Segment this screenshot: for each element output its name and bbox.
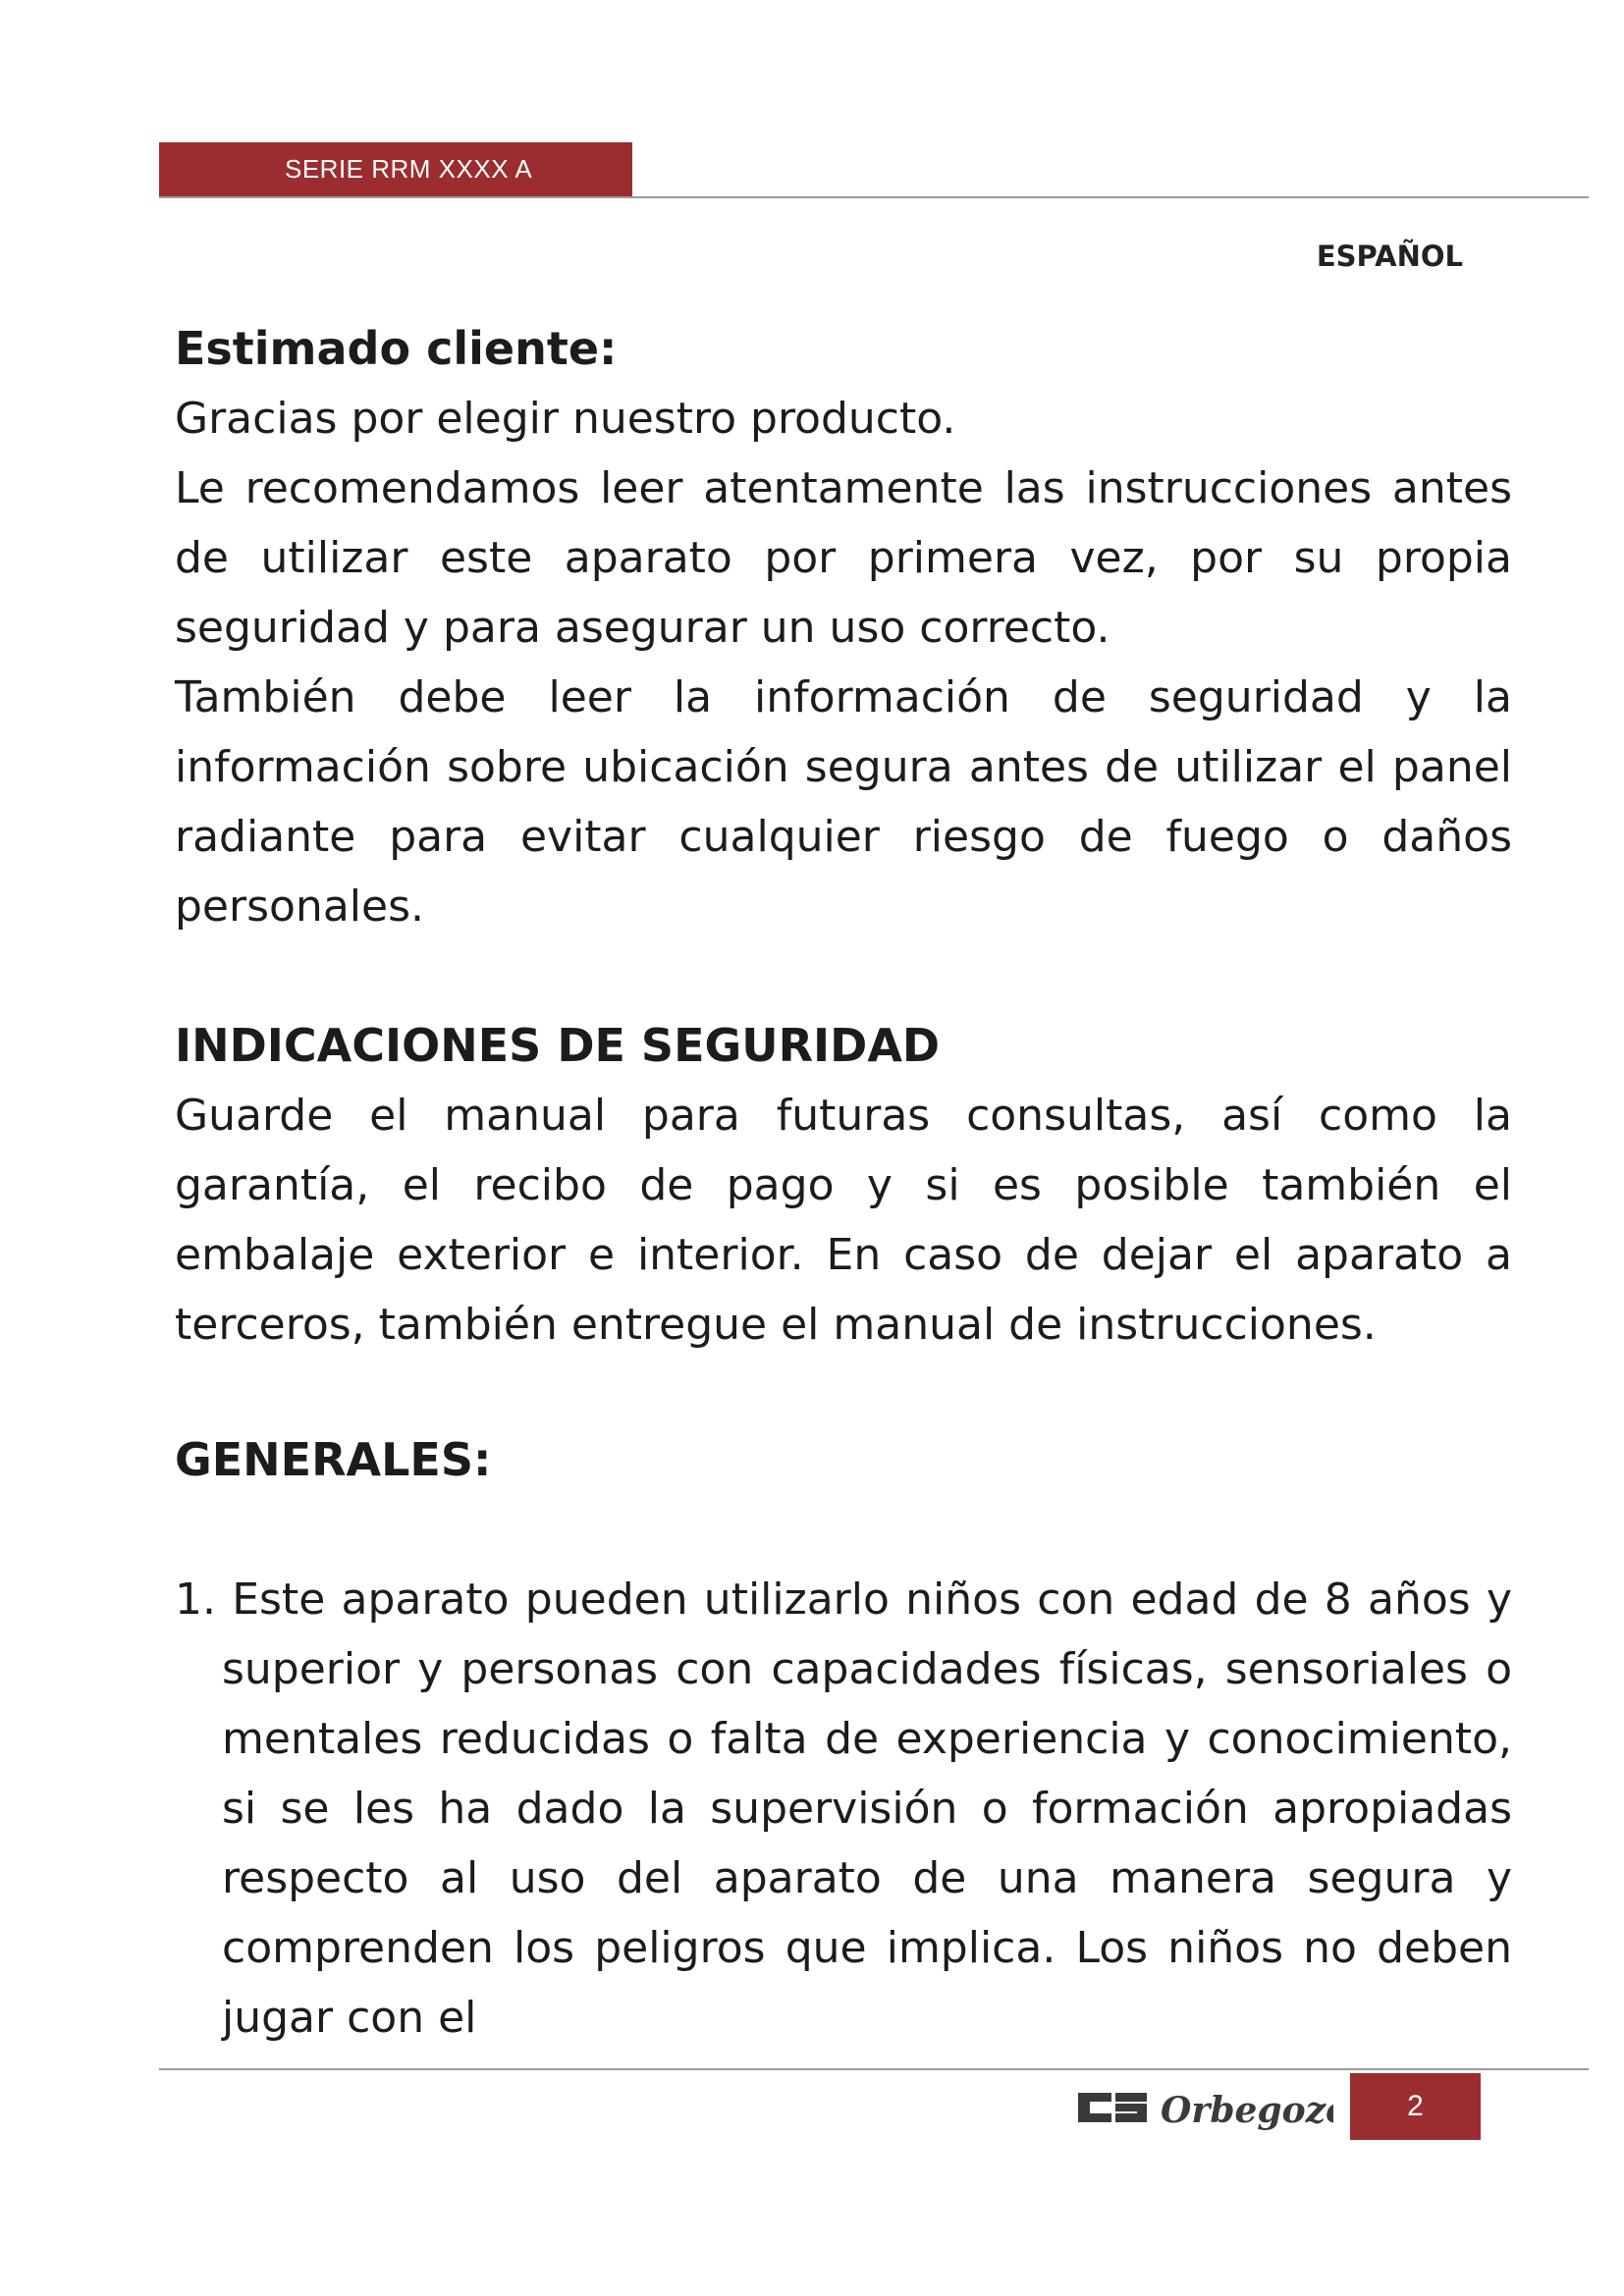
orbegozo-logo-icon [1078, 2079, 1333, 2138]
brand-logo [1078, 2079, 1333, 2138]
language-label: ESPAÑOL [1316, 240, 1463, 273]
page-number: 2 [1407, 2090, 1424, 2122]
page-number-box [1350, 2073, 1481, 2140]
brand-name: Orbegozo [1161, 2090, 1333, 2131]
safety-heading: INDICACIONES DE SEGURIDAD [175, 1019, 941, 1072]
header-divider [159, 196, 1589, 198]
series-header-band [159, 142, 632, 196]
intro-heading: Estimado cliente: [175, 322, 618, 375]
series-label: SERIE RRM XXXX A [285, 154, 533, 184]
intro-paragraph-thanks: Gracias por elegir nuestro producto. [175, 394, 956, 444]
list-item: 1. Este aparato pueden utilizarlo niños con edad de 8 años y superior y personas con capacidades físicas, sensoriales o mentales reducidas o falta de experiencia y conocimiento, si se les ha dado la supervisión o formación apropiadas respecto al uso del aparato de una manera segura y comprenden los peligros que implica. Los niños no deben jugar con el [175, 1575, 1512, 2043]
intro-section [175, 314, 1512, 941]
safety-paragraph: Guarde el manual para futuras consultas, así como la garantía, el recibo de pago y si es posible también el embalaje exterior e interior. En caso de dejar el aparato a terceros, también entregue el manual de instrucciones. [175, 1091, 1512, 1350]
general-heading: GENERALES: [175, 1433, 492, 1486]
intro-paragraph-recommend: Le recomendamos leer atentamente las instrucciones antes de utilizar este aparato por primera vez, por su propia seguridad y para asegurar un uso correcto. [175, 463, 1512, 653]
intro-paragraph-info: También debe leer la información de seguridad y la información sobre ubicación segura antes de utilizar el panel radiante para evitar cualquier riesgo de fuego o daños personales. [175, 672, 1512, 932]
general-section [175, 1425, 1512, 2053]
safety-section [175, 1011, 1512, 1360]
footer-divider [159, 2068, 1589, 2070]
